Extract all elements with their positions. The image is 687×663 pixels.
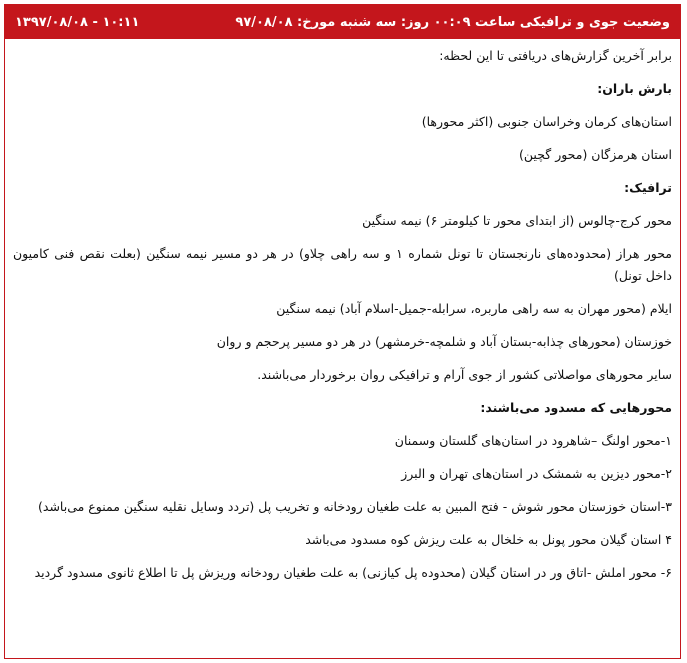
news-panel [4, 4, 681, 659]
closed-road-item: ۶- محور املش -اتاق ور در استان گیلان (محدوده پل کیازنی) به علت طغیان رودخانه وریزش پل تا اطلاع ثانوی مسدود گردید [34, 565, 672, 580]
header-title: وضعیت جوی و ترافیکی ساعت ۰۰:۰۹ روز: سه شنبه مورخ: ۹۷/۰۸/۰۸ [235, 14, 670, 30]
rain-item: استان هرمزگان (محور گچین) [519, 147, 672, 162]
closed-road-item: ۴ استان گیلان محور پونل به خلخال به علت ریزش کوه مسدود می‌باشد [305, 532, 672, 547]
closed-road-item: ۲-محور دیزین به شمشک در استان‌های تهران و البرز [401, 466, 672, 481]
closed-roads-heading: محورهایی که مسدود می‌باشند: [480, 400, 672, 415]
closed-road-item: ۳-استان خوزستان محور شوش - فتح المبین به علت طغیان رودخانه و تخریب پل (تردد وسایل نقلیه سنگین ممنوع می‌باشد) [38, 499, 672, 514]
traffic-item: خوزستان (محورهای چذابه-بستان آباد و شلمچه-خرمشهر) در هر دو مسیر پرحجم و روان [216, 334, 672, 349]
intro-text: برابر آخرین گزارش‌های دریافتی تا این لحظه: [439, 48, 672, 63]
traffic-item: سایر محورهای مواصلاتی کشور از جوی آرام و ترافیکی روان برخوردار می‌باشند. [257, 367, 672, 382]
rain-item: استان‌های کرمان وخراسان جنوبی (اکثر محورها) [421, 114, 672, 129]
traffic-heading: ترافیک: [624, 180, 672, 195]
traffic-item: محور کرج-چالوس (از ابتدای محور تا کیلومتر ۶) نیمه سنگین [362, 213, 672, 228]
traffic-item: ایلام (محور مهران به سه راهی ماربره، سرابله-جمیل-اسلام آباد) نیمه سنگین [276, 301, 672, 316]
closed-road-item: ۱-محور اولنگ –شاهرود در استان‌های گلستان وسمنان [394, 433, 672, 448]
article-body [5, 39, 680, 584]
panel-header [5, 5, 680, 39]
traffic-item: محور هراز (محدوده‌های نارنجستان تا تونل شماره ۱ و سه راهی چلاو) در هر دو مسیر نیمه سنگین (بعلت نقص فنی کامیون داخل تونل) [13, 246, 672, 283]
rain-heading: بارش باران: [597, 81, 672, 96]
header-datetime: ۱۰:۱۱ - ۱۳۹۷/۰۸/۰۸ [15, 14, 140, 30]
